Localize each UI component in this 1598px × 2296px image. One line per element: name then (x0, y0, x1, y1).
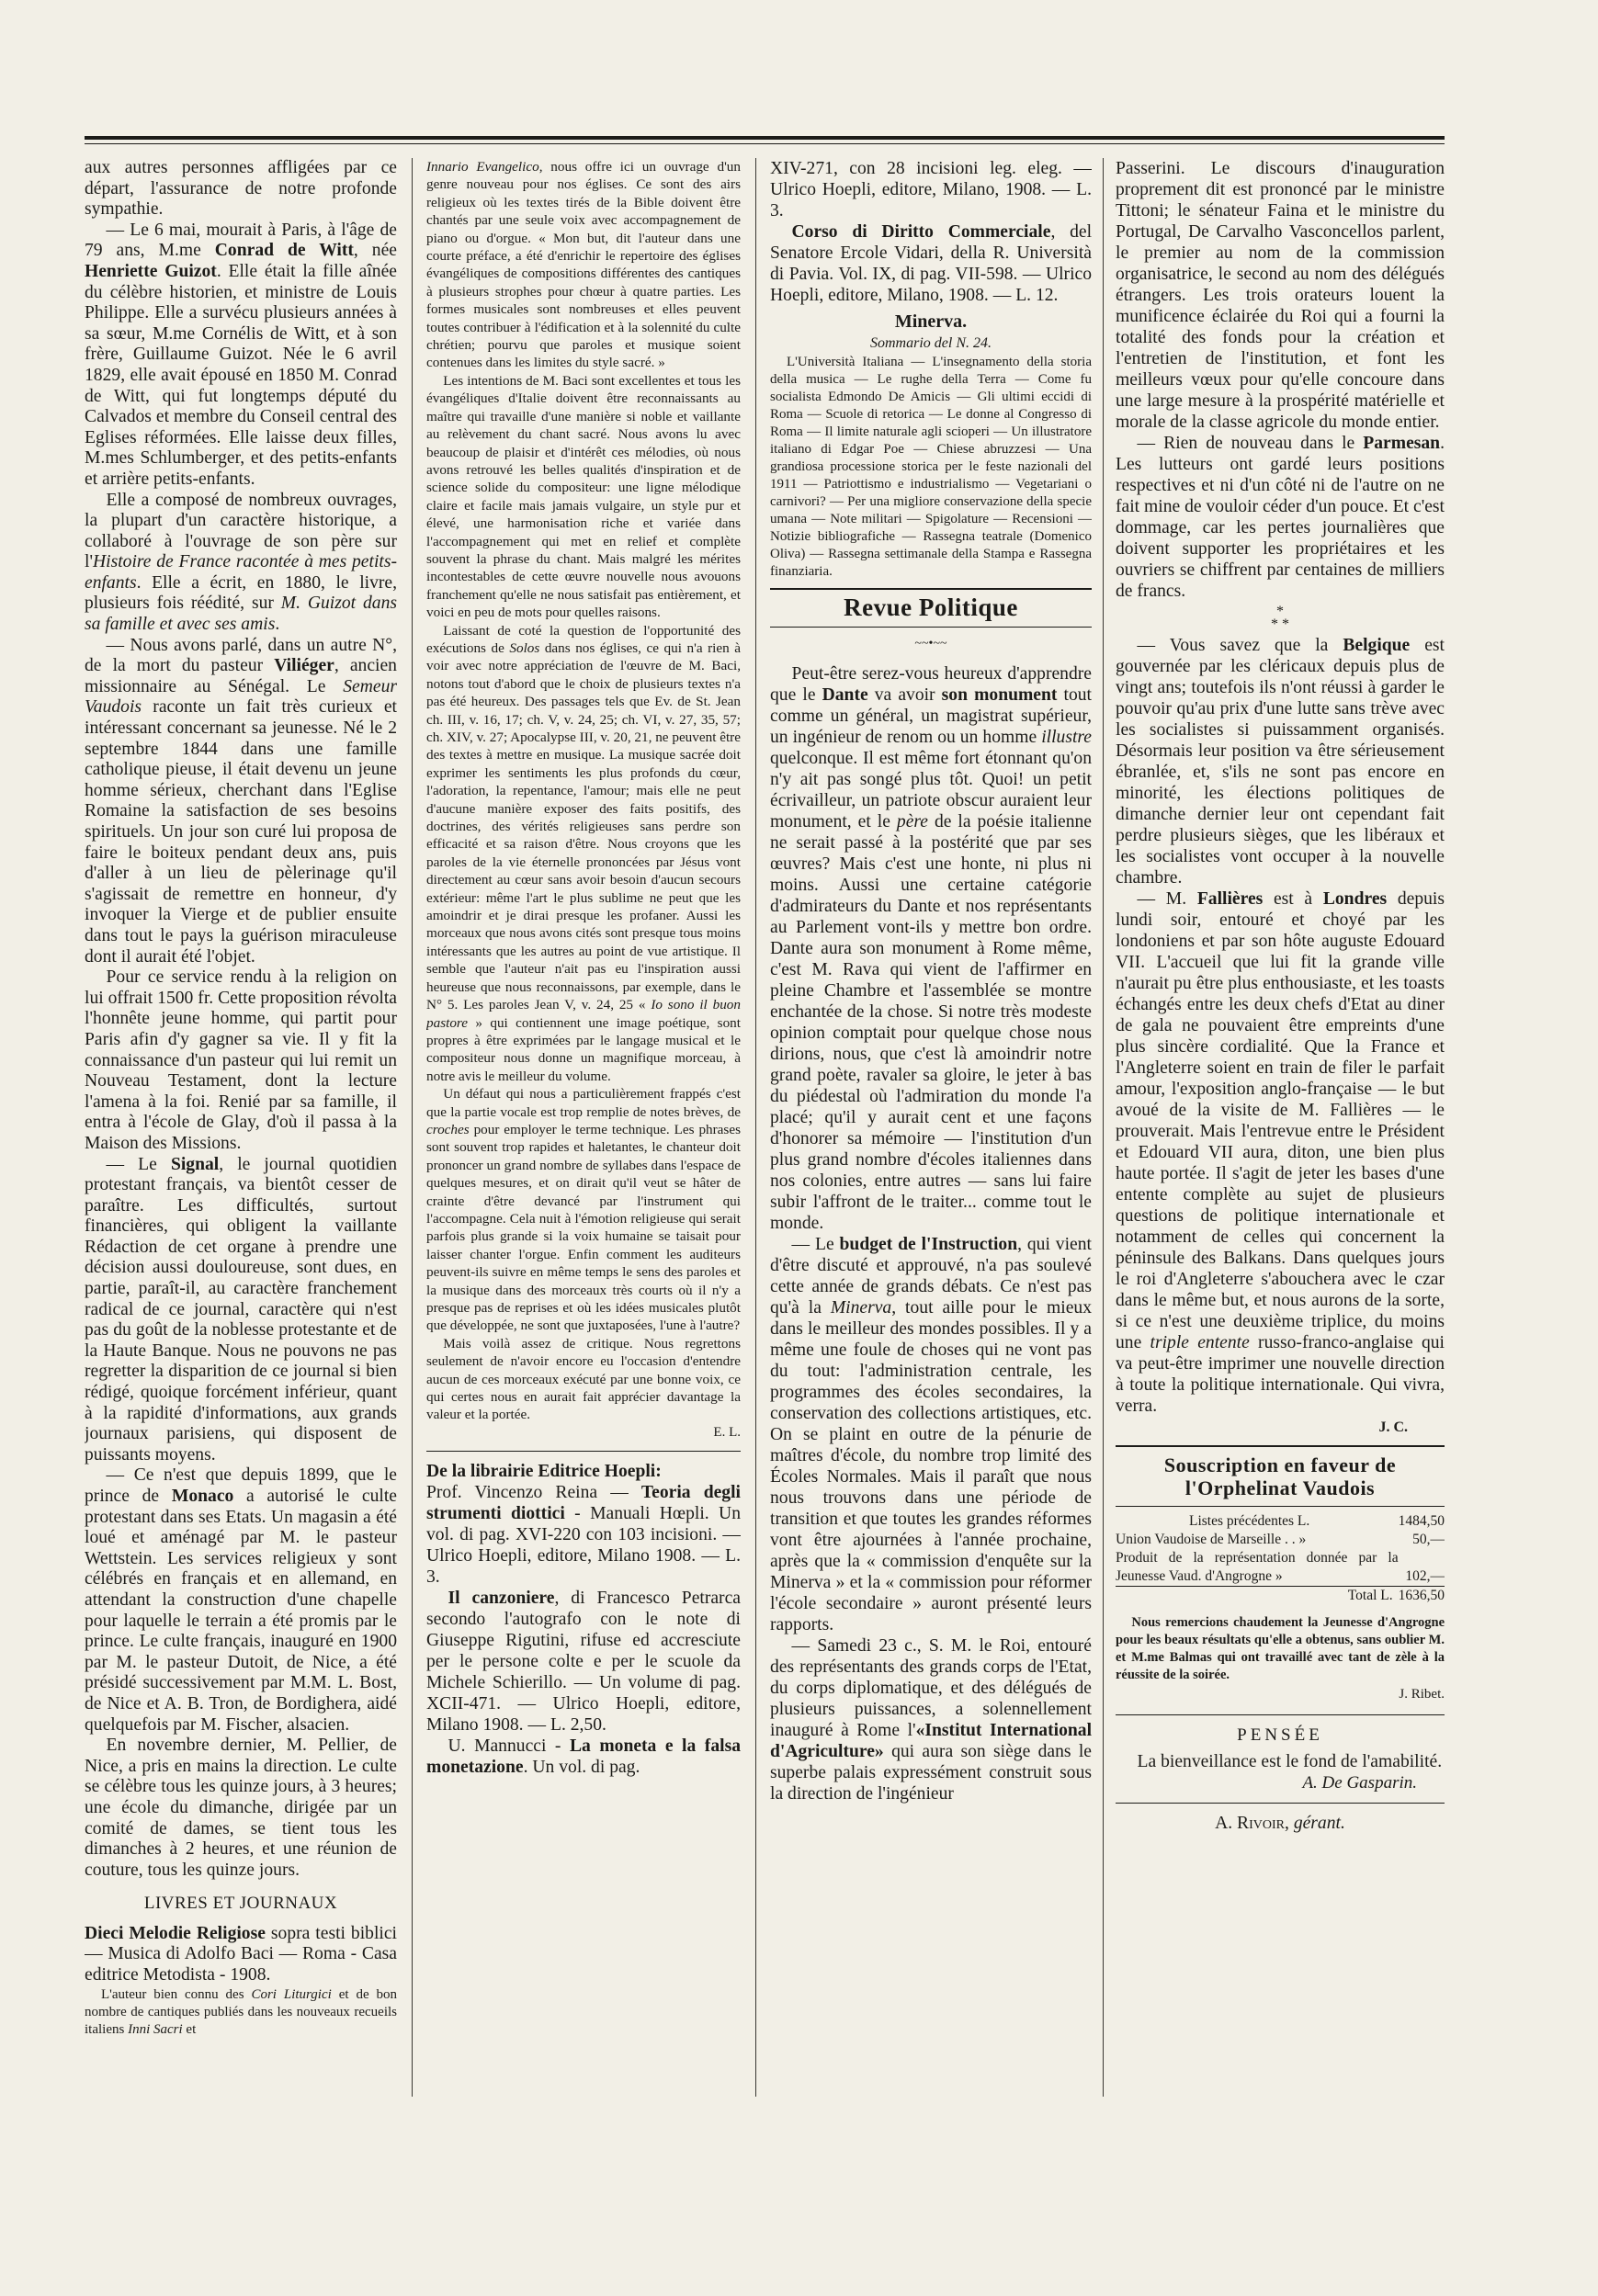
paragraph: Passerini. Le discours d'inauguration proprement dit est prononcé par le ministre Tittoni; le sénateur Faina et le ministre du Portugal, De Carvalho Vasconcellos parlent, le premier au nom de la commission organisatrice, le second au nom des délégués étrangers. Les trois orateurs louent la munificence éclairée du Roi qui a fourni la totalité des fonds pour la création et l'entretien de l'institution, et font les meilleurs vœux pour qu'elle concoure dans une large mesure à la prospérité matérielle et morale de la classe agricole du monde entier. (1116, 159, 1445, 432)
divider (1116, 1803, 1445, 1804)
top-rule-thin (85, 143, 1445, 144)
book-entry: Il canzoniere, di Francesco Petrarca secondo l'autografo con le note di Giuseppe Rigutini, rifuse ed accresciute per le persone colte e per le scuole da Michele Schierillo. — Un volume di pag. XCII-471. — Ulrico Hoepli, editore, Milano 1908. — L. 2,50. (426, 1589, 741, 1736)
paragraph: — Vous savez que la Belgique est gouvernée par les cléricaux depuis plus de vingt ans; toutefois ils n'ont réussi à garder le pouvoir qu'au prix d'une lutte sans trève avec les socialistes si puissamment organisés. Désormais leur position va être sérieusement ébranlée, et, s'ils ne sont pas encore en minorité, les élections politiques de dimanche dernier leur ont cependant fait perdre plusieurs sièges, que les libéraux et les socialistes vont occuper à la nouvelle chambre. (1116, 636, 1445, 888)
paragraph: — Ce n'est que depuis 1899, que le prince de Monaco a autorisé le culte protestant dans ses Etats. Un magasin a été loué et aménagé par M. le pasteur Wettstein. Les services religieux y sont célébrés en français et en allemand, en attendant la construction d'une chapelle pour laquelle le terrain a été promis par le prince. Le culte français, inauguré en 1900 par M. le pasteur Dutoit, de Nice, a été présidé successivement par M.M. L. Bost, de Nice et A. B. Tron, de Bordighera, aidé quelquefois par M. Fischer, alsacien. (85, 1465, 397, 1735)
review-paragraph: Mais voilà assez de critique. Nous regrettons seulement de n'avoir encore eu l'occasion d'entendre aucun de ces morceaux exécuté par une bonne voix, ce qui certes nous en aurait fait apprécier davantage la valeur et la portée. (426, 1335, 741, 1423)
souscription-heading: Souscription en faveur de l'Orphelinat Vaudois (1116, 1445, 1445, 1507)
paragraph: Elle a composé de nombreux ouvrages, la plupart d'un caractère historique, a collaboré à l'ouvrage de son père sur l'Histoire de France racontée à mes petits-enfants. Elle a écrit, en 1880, le livre, plusieurs fois réédité, sur M. Guizot dans sa famille et avec ses amis. (85, 490, 397, 635)
paragraph: — Samedi 23 c., S. M. le Roi, entouré des représentants des grands corps de l'Etat, du corps diplomatique, et des délégués de plusieurs puissances, a solennellement inauguré à Rome l'«Institut International d'Agriculture» qui aura son siège dans le superbe palais expressément construit sous la direction de l'ingénieur (770, 1636, 1092, 1804)
column-4 (1116, 158, 1445, 2262)
review-signature: E. L. (713, 1424, 741, 1440)
paragraph: — Nous avons parlé, dans un autre N°, de la mort du pasteur Viliéger, ancien missionnaire au Sénégal. Le Semeur Vaudois raconte un fait très curieux et intéressant concernant sa jeunesse. Né le 2 septembre 1844 dans une famille catholique pieuse, il était devenu un jeune homme sérieux, cherchant dans l'Eglise Romaine la satisfaction de ses besoins spirituels. Un jour son curé lui proposa de faire le boiteux pendant deux ans, puis d'aller à un lieu de pèlerinage qu'il s'agissait de remettre en honneur, d'y invoquer la Vierge et de publier ensuite dans tout le pays la guérison miraculeuse dont il aurait été l'objet. (85, 635, 397, 967)
signature: J. C. (1378, 1419, 1408, 1435)
paragraph: En novembre dernier, M. Pellier, de Nice, a pris en mains la direction. Le culte se célèbre tous les quinze jours, à 3 heures; une école du dimanche, dirigée par un comité de dames, se tient tous les dimanches à 2 heures, et une réunion de couture, tous les quinze jours. (85, 1736, 397, 1880)
table-row: Listes précédentes L. 1484,50 (1189, 1513, 1445, 1529)
minerva-title: Minerva. (894, 311, 968, 332)
paragraph: — Le Signal, le journal quotidien protestant français, va bientôt cesser de paraître. Les difficultés, surtout financières, qui obligent la vaillante Rédaction de cet organe à prendre une décision aussi douloureuse, sont dues, en partie, paraît-il, au caractère franchement radical de ce journal, caractère qui n'est pas du goût de la noblesse protestante et de la Haute Banque. Nous ne pouvons ne pas regretter la disparition de ce journal si bien rédigé, quoique forcément inférieur, quant à la rapidité d'informations, aux grands journaux parisiens, qui disposent de puissants moyens. (85, 1154, 397, 1465)
column-divider (412, 158, 413, 2097)
subscription-table (1116, 1512, 1445, 1605)
table-row: Union Vaudoise de Marseille . . » 50,— (1116, 1532, 1445, 1547)
paragraph: Peut-être serez-vous heureux d'apprendre que le Dante va avoir son monument tout comme un général, un magistrat supérieur, un ingénieur de renom ou un homme illustre quelconque. Il est même fort étonnant qu'on n'y ait pas songé plus tôt. Quoi! un petit écrivailleur, un patriote obscur auraient leur monument, et le père de la poésie italienne ne serait passé à la postérité que par ses œuvres? Mais c'est une honte, ni plus ni moins. Aussi une certaine catégorie d'admirateurs du Dante et nos représentants au Parlement vont-ils y mettre bon ordre. Dante aura son monument à Rome même, c'est M. Rava qui vient de l'affirmer en pleine Chambre et l'assemblée se montre enchantée de la chose. Si notre très modeste opinion comptait pour quelque chose nous dirions, nous, que c'est là amoindrir notre grand poète, ravaler sa gloire, le jeter à bas du piédestal où l'admiration du monde l'a placé; qu'il y aurait cent et une façons d'honorer sa mémoire — l'institution d'un plus grand nombre d'écoles italiennes dans nos colonies, entre autres — sans lui faire subir l'affront de le traiter... comme tout le monde. (770, 664, 1092, 1233)
column-divider (1103, 158, 1104, 2097)
gerant-line: A. Rivoir, gérant. (1215, 1814, 1345, 1833)
pensee-heading: PENSÉE (1237, 1725, 1323, 1745)
review-paragraph: L'auteur bien connu des Cori Liturgici et de bon nombre de cantiques publiés dans les nouveaux recueils italiens Inni Sacri et (85, 1986, 397, 2037)
section-heading: LIVRES ET JOURNAUX (143, 1894, 338, 1914)
minerva-summary: L'Università Italiana — L'insegnamento della storia della musica — Le rughe della Terra — Come fu socialista Edmondo De Amicis — Gli ultimi eccidi di Roma — Scuole di retorica — Le donne al Congresso di Roma — Il limite naturale agli scioperi — Un illustratore italiano di Edgar Poe — Chiese abruzzesi — Una grandiosa processione storica per le feste nazionali del 1911 — Patriottismo e industrialismo — Vegetariani o carnivori? — Per una migliore conservazione della specie umana — Note militari — Spigolature — Recensioni — Notizie bibliografiche — Rassegna teatrale (Domenico Oliva) — Rassegna settimanale della Stampa e Rassegna finanziaria. (770, 355, 1092, 579)
book-entry: De la librairie Editrice Hoepli: Prof. Vincenzo Reina — Teoria degli strumenti diottici - Manuali Hœpli. Un vol. di pag. XVI-220 con 103 incisioni. — Ulrico Hoepli, editore, Milano 1908. — L. 3. (426, 1462, 741, 1588)
book-entry: Dieci Melodie Religiose sopra testi biblici — Musica di Adolfo Baci — Roma - Casa editrice Metodista - 1908. (85, 1923, 397, 1985)
book-entry: XIV-271, con 28 incisioni leg. eleg. — Ulrico Hoepli, editore, Milano, 1908. — L. 3. (770, 159, 1092, 221)
quote-author: A. De Gasparin. (1302, 1773, 1417, 1793)
column-divider (755, 158, 756, 2097)
table-row-total: Total L. 1636,50 (1116, 1587, 1445, 1606)
paragraph: — Le budget de l'Instruction, qui vient d'être discuté et approuvé, n'a pas soulevé cette année de grands débats. Ce n'est pas qu'à la Minerva, tout aille pour le mieux dans le meilleur des mondes possibles. Il y a même une foule de choses qui ne vont pas du tout: l'administration centrale, les programmes des écoles secondaires, la conservation des collections artistiques, etc. On se plaint en outre de la pénurie de maîtres d'école, du nombre trop limité des Écoles Normales. Mais il paraît que nous nous trouvons dans une période de transition et que toutes les grandes réformes vont être ajournées à l'année prochaine, après que la « commission d'enquête sur la Minerva » et la « commission pour réformer l'école secondaire » auront présenté leurs rapports. (770, 1235, 1092, 1634)
divider (1116, 1714, 1445, 1715)
revue-politique-heading: Revue Politique (770, 588, 1092, 628)
review-paragraph: Les intentions de M. Baci sont excellentes et tous les évangéliques d'Italie doivent être reconnaissants au maître qui travaille d'une manière si noble et vaillante au relèvement du chant sacré. Nous avons lu avec beaucoup de plaisir et d'intérêt ces mélodies, où nous avons retrouvé les belles qualités d'inspiration et de science solide du compositeur: une ligne mélodique claire et facile mais jamais vulgaire, un style pur et élevé, une harmonisation riche et variée dans l'accompagnement qui met en relief et complète souvent la phrase du chant. Mais malgré les mérites incontestables de cette œuvre nouvelle nous avouons franchement qu'elle ne nous satisfait pas entièrement, et voici en peu de mots pour quelles raisons. (426, 372, 741, 621)
paragraph: — Le 6 mai, mourait à Paris, à l'âge de 79 ans, M.me Conrad de Witt, née Henriette Guizot. Elle était la fille aînée du célèbre historien, et ministre de Louis Philippe. Elle a survécu plusieurs années à sa sœur, M.me Cornélis de Witt, et à son frère, Guillaume Guizot. Née le 6 avril 1829, elle avait épousé en 1850 M. Conrad de Witt, qui fut longtemps député du Calvados et membre du Conseil central des Eglises réformées. Elle laisse deux filles, M.mes Schlumberger, et des petits-enfants et arrière petits-enfants. (85, 220, 397, 489)
thanks-note: Nous remercions chaudement la Jeunesse d'Angrogne pour les beaux résultats qu'elle a obtenus, sans oublier M. et M.me Balmas qui ont travaillé avec tant de zèle à la réussite de la soirée. (1116, 1615, 1445, 1682)
book-entry: Corso di Diritto Commerciale, del Senatore Ercole Vidari, della R. Università di Pavia. Vol. IX, di pag. VII-598. — Ulrico Hoepli, editore, Milano, 1908. — L. 12. (770, 222, 1092, 305)
paragraph: — Rien de nouveau dans le Parmesan. Les lutteurs ont gardé leurs positions respectives et ni d'un côté ni de l'autre on ne fait mine de vouloir céder d'un pouce. Et c'est dommage, car les pertes journalières que doivent supporter les propriétaires et les ouvriers se chiffrent par centaines de milliers de francs. (1116, 434, 1445, 601)
minerva-subtitle: Sommario del N. 24. (870, 335, 992, 351)
review-paragraph: Un défaut qui nous a particulièrement frappés c'est que la partie vocale est trop remplie de notes brèves, de croches pour employer le terme technique. Les phrases sont souvent trop rapides et haletantes, le chanteur doit prononcer un grand nombre de syllabes dans l'espace de quelques mesures, et on dirait qu'il veut se hâter de crainte d'être devancé par l'instrument qui l'accompagne. Cela nuit à l'émotion religieuse qui serait parfois plus grande si la voix humaine se taisait pour laisser chanter l'orgue. Enfin comment les auditeurs peuvent-ils suivre en même temps le sens des paroles et la musique dans des morceaux très courts où il n'y a presque pas de reprises et où les idées musicales plutôt que développée, ne sont que juxtaposées, l'une à l'autre? (426, 1086, 741, 1334)
review-paragraph: Laissant de coté la question de l'opportunité des exécutions de Solos dans nos églises, ce qui n'a rien à voir avec notre appréciation de l'œuvre de M. Baci, notons tout d'abord que le choix de plusieurs textes n'a pas été heureux. Des passages tels que Ev. de St. Jean ch. III, v. 16, 17; ch. V, v. 24, 25; ch. VI, v. 27, 35, 57; ch. XIV, v. 27; Apocalypse III, v. 20, 21, ne peuvent être des textes à mettre en musique. La musique sacrée doit exprimer les sentiments les plus profonds du cœur, l'adoration, la repentance, l'amour; mais elle ne peut d'aucune manière exposer des faits positifs, des doctrines, des vérités religieuses sans perdre son efficacité et sa raison d'être. Nous croyons que les paroles de la vie éternelle prononcées par Jésus vont directement au cœur sans avoir besoin d'aucun secours extérieur: même l'art le plus sublime ne peut que les amoindrir et je dirai presque les profaner. Aussi les morceaux que nous avons cités sont presque tous moins intéressants que les autres au point de vue artistique. Il semble que l'auteur n'ait pas eu l'inspiration aussi heureuse que nous reconnaissons, par exemple, dans le N° 5. Les paroles Jean V, v. 24, 25 « Io sono il buon pastore » qui contiennent une image poétique, sont propres à être exprimées par le langage musical et le compositeur nous donne un magnifique morceau, à notre avis le meilleur du volume. (426, 622, 741, 1084)
column-1 (85, 158, 397, 2262)
signature: J. Ribet. (1399, 1687, 1445, 1702)
divider (426, 1451, 741, 1452)
paragraph: Pour ce service rendu à la religion on lui offrait 1500 fr. Cette proposition révolta l'honnête jeune homme, qui partit pour Paris afin d'y gagner sa vie. Il y fit la connaissance d'un pasteur qui lui remit un Nouveau Testament, dont la lecture l'amena à la foi. Renié par sa famille, il entra à l'école de Glay, d'où il passa à la Maison des Missions. (85, 967, 397, 1153)
column-2 (426, 158, 741, 2262)
review-paragraph: Innario Evangelico, nous offre ici un ouvrage d'un genre nouveau pour nos églises. Ce sont des airs religieux où les textes tirés de la Bible doivent être chantés par une seule voix avec accompagnement de piano ou d'orgue. « Mon but, dit l'auteur dans une courte préface, a été d'enrichir le repertoire des églises évangéliques de compositions différentes des cantiques à plusieurs strophes pour chœur à quatre parties. Les formes musicales sont nombreuses et elles peuvent toutes contribuer à l'édification et à la solennité du culte chrétien; pourvu que paroles et musique soient contenues dans les limites du style sacré. » (426, 159, 741, 371)
paragraph: — M. Fallières est à Londres depuis lundi soir, entouré et choyé par les londoniens et par son hôte auguste Edouard VII. L'accueil que lui fit la grande ville n'aurait pu être plus enthousiaste, et les toasts échangés entre les deux chefs d'Etat au diner de gala ne pouvaient être empreints d'une plus sincère cordialité. Que la France et l'Angleterre soient en train de filer le parfait amour, l'exposition anglo-française — le but avoué de la visite de M. Fallières — le prouverait. Mais l'entrevue entre le Président et Edouard VII aura, diton, une bien plus haute portée. Il s'agit de jeter les bases d'une entente complète au sujet de plusieurs questions de politique internationale et notamment de celles qui concernent la péninsule des Balkans. Dans quelques jours le roi d'Angleterre s'abouchera avec le czar dans le même but, et nous aurons de la sorte, si ce n'est une deuxième triplice, du moins une triple entente russo-franco-anglaise qui va peut-être imprimer une nouvelle direction à toute la politique internationale. Qui vivra, verra. (1116, 889, 1445, 1416)
top-rule (85, 136, 1445, 140)
book-entry: U. Mannucci - La moneta e la falsa monetazione. Un vol. di pag. (426, 1736, 741, 1778)
ornament: ~~•~~ (914, 637, 947, 650)
asterism: * * * (1271, 604, 1289, 632)
quote: La bienveillance est le fond de l'amabilité. (1137, 1752, 1443, 1771)
table-row: Produit de la représentation donnée par la Jeunesse Vaud. d'Angrogne » 102,— (1116, 1550, 1445, 1584)
column-3 (770, 158, 1092, 2262)
paragraph: aux autres personnes affligées par ce départ, l'assurance de notre profonde sympathie. (85, 158, 397, 220)
